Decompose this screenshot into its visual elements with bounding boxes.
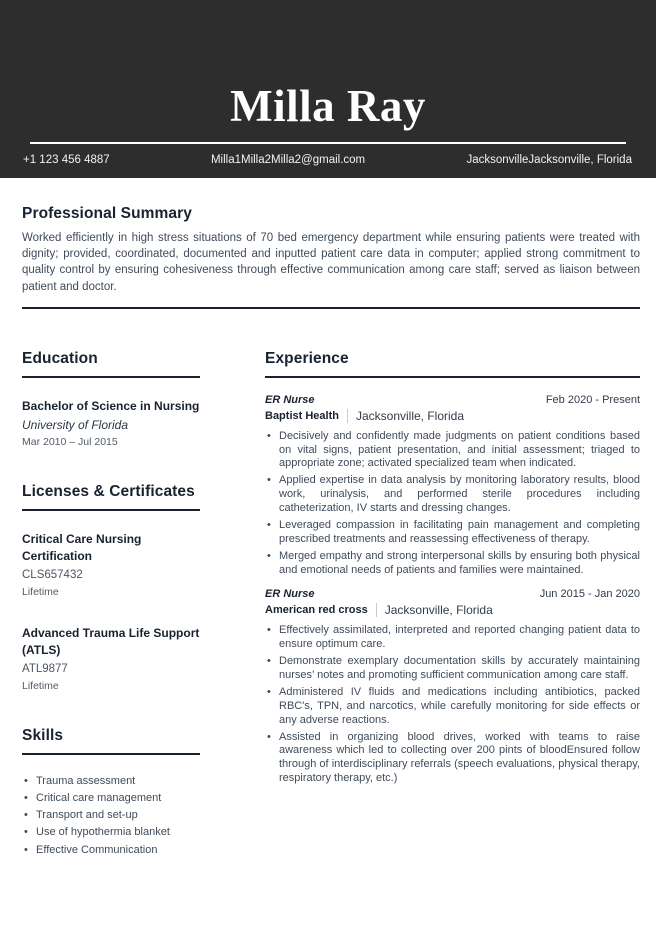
skills-section — [22, 727, 200, 858]
licenses-section — [22, 483, 200, 693]
job-bullet: • Assisted in organizing blood drives, worked with teams to raise awareness which led to collecting over 200 pints of bloodEnsured follow through of interdisciplinary referrals (speech evaluations, physical therapy, respiratory therapy, etc.) — [265, 731, 640, 786]
school-name: University of Florida — [22, 417, 129, 432]
job-bullet-list — [265, 430, 640, 578]
left-column — [22, 350, 200, 892]
company-name: Baptist Health — [265, 409, 339, 422]
job-dates: Jun 2015 - Jan 2020 — [539, 588, 640, 601]
job-bullet: • Decisively and confidently made judgments on patient conditions based on vital signs, patient presentation, and initial assessment; triaged to appropriate zone; activated specialized team when indicated. — [265, 430, 640, 471]
summary-section — [22, 205, 640, 295]
job-company-row — [265, 603, 640, 617]
job-company-row — [265, 409, 640, 423]
license-title: Advanced Trauma Life Support (ATLS) — [22, 625, 200, 657]
two-column-layout — [22, 350, 640, 892]
phone-number: +1 123 456 4887 — [23, 154, 110, 166]
job-bullet: • Demonstrate exemplary documentation skills by accurately maintaining nurses’ notes and promoting sufficient communication among care staff. — [265, 655, 640, 682]
skill-item: • Effective Communication — [22, 844, 200, 858]
job-title-row — [265, 588, 640, 600]
email-address: Milla1Milla2Milla2@gmail.com — [210, 154, 366, 166]
job-bullet: • Administered IV fluids and medications including antibiotics, packed RBC's, TPN, and narcotics, while carefully monitoring for side effects or any adverse reactions. — [265, 686, 640, 727]
license-validity: Lifetime — [22, 585, 59, 598]
degree-title: Bachelor of Science in Nursing — [22, 398, 200, 413]
vertical-separator — [347, 409, 348, 423]
skills-list — [22, 775, 200, 858]
job-location: Jacksonville, Florida — [384, 603, 493, 618]
resume-body — [0, 205, 656, 891]
education-heading: Education — [22, 350, 200, 378]
experience-section — [265, 350, 640, 786]
education-dates: Mar 2010 – Jul 2015 — [22, 435, 118, 448]
job-entry — [265, 394, 640, 578]
section-divider — [22, 307, 640, 309]
skill-item: • Trauma assessment — [22, 775, 200, 789]
job-title: ER Nurse — [265, 588, 315, 601]
education-section — [22, 350, 200, 449]
skill-item: • Transport and set-up — [22, 809, 200, 823]
job-entry — [265, 588, 640, 785]
license-entry — [22, 625, 200, 693]
job-bullet-list — [265, 624, 640, 785]
summary-heading: Professional Summary — [22, 205, 192, 222]
right-column — [265, 350, 640, 892]
license-validity: Lifetime — [22, 679, 59, 692]
vertical-separator — [376, 603, 377, 617]
location-text: JacksonvilleJacksonville, Florida — [466, 154, 632, 166]
skill-item: • Critical care management — [22, 792, 200, 806]
job-title: ER Nurse — [265, 393, 315, 406]
skills-heading: Skills — [22, 727, 200, 755]
summary-text: Worked efficiently in high stress situations of 70 bed emergency department while ensuring patients were treated with dignity; provided, coordinated, documented and inputted patient care data in computer; applied strong commitment to quality control by ensuring cohesiveness through effective communication among care staff; served as liaison between patient and doctor. — [22, 232, 640, 293]
experience-heading: Experience — [265, 350, 640, 378]
education-entry — [22, 398, 200, 449]
job-dates: Feb 2020 - Present — [545, 393, 640, 406]
license-entry — [22, 531, 200, 599]
candidate-name: Milla Ray — [230, 81, 426, 131]
header — [0, 0, 656, 178]
job-bullet: • Leveraged compassion in facilitating pain management and completing prescribed treatments and reassessing effectiveness of therapy. — [265, 519, 640, 546]
license-title: Critical Care Nursing Certification — [22, 531, 142, 563]
license-id: ATL9877 — [22, 662, 68, 675]
job-bullet: • Effectively assimilated, interpreted and reported changing patient data to ensure optimum care. — [265, 624, 640, 651]
licenses-heading: Licenses & Certificates — [22, 483, 200, 511]
job-title-row — [265, 394, 640, 406]
skill-item: • Use of hypothermia blanket — [22, 826, 200, 840]
company-name: American red cross — [265, 604, 368, 617]
license-id: CLS657432 — [22, 568, 83, 581]
job-bullet: • Merged empathy and strong interpersonal skills by ensuring both physical and emotional needs of patients and families were maintained. — [265, 550, 640, 577]
job-bullet: • Applied expertise in data analysis by monitoring laboratory results, blood work, urinalysis, and performed sterile procedures including catheterization, IV starts and dressing changes. — [265, 474, 640, 515]
job-location: Jacksonville, Florida — [355, 408, 465, 423]
contact-row — [0, 144, 656, 166]
